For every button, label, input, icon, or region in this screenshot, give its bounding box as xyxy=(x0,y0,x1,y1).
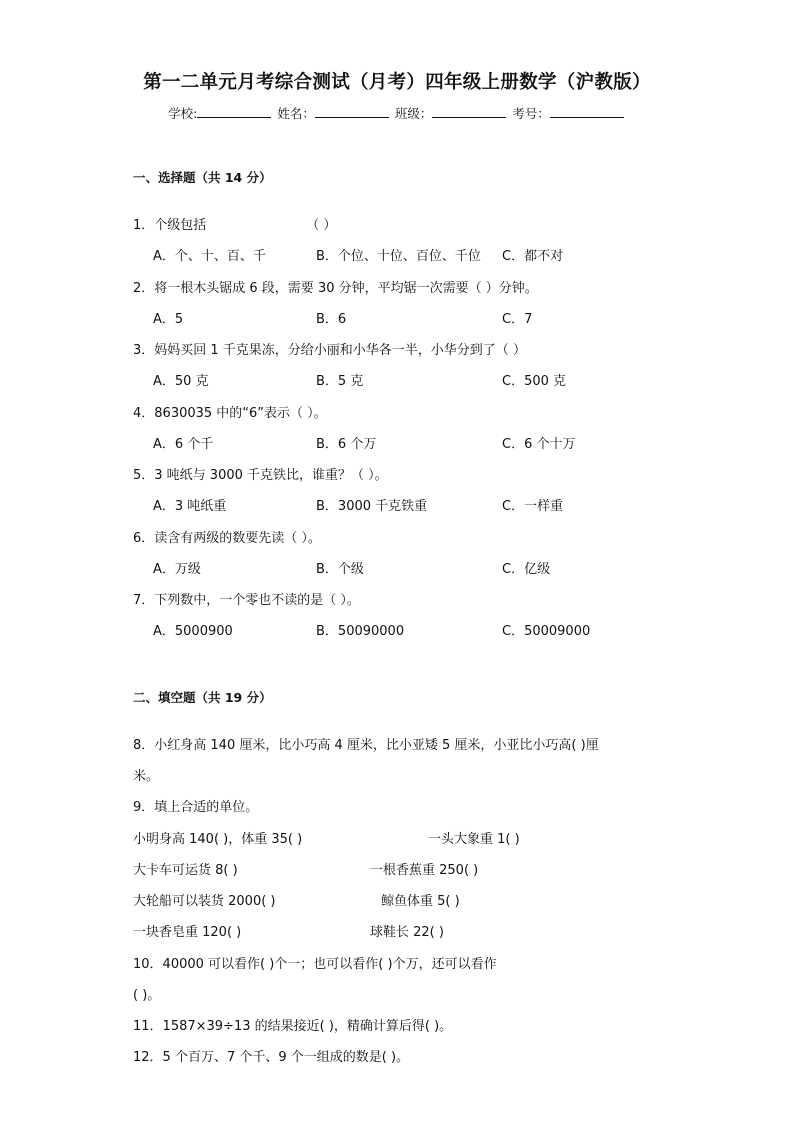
section-choice-heading: 一、选择题（共 14 分） xyxy=(133,170,272,185)
name-blank[interactable] xyxy=(315,105,389,118)
school-label: 学校: xyxy=(168,106,198,121)
question-stem-text: 5．3 吨纸与 3000 千克铁比，谁重？（ ）。 xyxy=(133,468,388,483)
choice-question-7-stem xyxy=(133,589,360,608)
question-stem-text: 2．将一根木头锯成 6 段，需要 30 分钟，平均锯一次需要（ ）分钟。 xyxy=(133,280,538,296)
question-8-line2: 米。 xyxy=(133,769,160,784)
choice-question-4-option-b[interactable]: B．6 个万 xyxy=(316,436,377,452)
choice-question-5-option-b[interactable]: B．3000 千克铁重 xyxy=(316,499,428,514)
question-9-item-ship: 大轮船可以装货 2000( ) xyxy=(133,894,276,909)
question-stem-text: 6．读含有两级的数要先读（ ）。 xyxy=(133,530,321,546)
choice-question-4-stem xyxy=(133,402,327,421)
choice-question-7-option-b[interactable]: B．50090000 xyxy=(316,624,405,639)
choice-question-1-stem xyxy=(133,214,336,233)
name-label: 姓名： xyxy=(277,106,315,121)
number-blank[interactable] xyxy=(550,105,624,118)
question-stem-text: 7．下列数中，一个零也不读的是（ ）。 xyxy=(133,593,360,608)
answer-paren: （ ） xyxy=(306,218,337,233)
choice-question-7-option-c[interactable]: C．50009000 xyxy=(502,624,591,639)
choice-question-7-option-a[interactable]: A．5000900 xyxy=(153,624,233,639)
question-10-line1: 10．40000 可以看作( )个一；也可以看作( )个万，还可以看作 xyxy=(133,957,497,972)
question-9-item-banana: 一根香蕉重 250( ) xyxy=(370,863,479,878)
choice-question-6-option-b[interactable]: B．个级 xyxy=(316,561,364,577)
choice-question-5-stem xyxy=(133,464,388,483)
question-stem-text: 4．8630035 中的“6”表示（ ）。 xyxy=(133,405,327,421)
question-11: 11．1587×39÷13 的结果接近( )，精确计算后得( )。 xyxy=(133,1019,453,1034)
choice-question-3-option-b[interactable]: B．5 克 xyxy=(316,374,364,389)
choice-question-2-option-b[interactable]: B．6 xyxy=(316,311,347,327)
choice-question-5-option-a[interactable]: A．3 吨纸重 xyxy=(153,499,227,514)
choice-question-1-option-a[interactable]: A．个、十、百、千 xyxy=(153,249,266,264)
question-stem-text: 3．妈妈买回 1 千克果冻，分给小丽和小华各一半，小华分到了（ ） xyxy=(133,343,526,358)
choice-question-2-option-a[interactable]: A．5 xyxy=(153,311,184,327)
question-9-stem: 9．填上合适的单位。 xyxy=(133,800,259,815)
choice-question-6-option-c[interactable]: C．亿级 xyxy=(502,561,551,577)
choice-question-6-option-a[interactable]: A．万级 xyxy=(153,561,201,577)
choice-question-1-option-b[interactable]: B．个位、十位、百位、千位 xyxy=(316,249,481,264)
class-label: 班级： xyxy=(394,106,433,121)
choice-question-1-option-c[interactable]: C．都不对 xyxy=(502,249,564,264)
question-9-item-height: 小明身高 140( )，体重 35( ) xyxy=(133,832,303,847)
question-8-line1: 8．小红身高 140 厘米，比小巧高 4 厘米，比小亚矮 5 厘米，小亚比小巧高( )厘 xyxy=(133,738,599,753)
question-12: 12．5 个百万、7 个千、9 个一组成的数是( )。 xyxy=(133,1050,410,1065)
choice-question-3-stem xyxy=(133,339,526,358)
choice-question-5-option-c[interactable]: C．一样重 xyxy=(502,499,564,514)
number-label: 考号： xyxy=(512,106,550,121)
question-9-item-soap: 一块香皂重 120( ) xyxy=(133,925,242,940)
question-9-item-shoe: 球鞋长 22( ) xyxy=(370,925,444,940)
exam-title: 第一二单元月考综合测试（月考）四年级上册数学（沪教版） xyxy=(143,72,651,93)
choice-question-2-option-c[interactable]: C．7 xyxy=(502,311,533,327)
question-stem-text: 1．个级包括 xyxy=(133,218,207,233)
school-blank[interactable] xyxy=(197,105,271,118)
question-9-item-truck: 大卡车可运货 8( ) xyxy=(133,863,238,878)
question-9-item-whale: 鲸鱼体重 5( ) xyxy=(381,894,460,909)
choice-question-2-stem xyxy=(133,277,538,296)
question-10-line2: ( )。 xyxy=(133,988,161,1003)
student-info-row xyxy=(0,104,794,122)
question-9-item-elephant: 一头大象重 1( ) xyxy=(428,832,520,847)
choice-question-6-stem xyxy=(133,527,321,546)
choice-question-4-option-a[interactable]: A．6 个千 xyxy=(153,436,214,452)
choice-question-3-option-c[interactable]: C．500 克 xyxy=(502,374,567,389)
choice-question-3-option-a[interactable]: A．50 克 xyxy=(153,374,209,389)
choice-question-4-option-c[interactable]: C．6 个十万 xyxy=(502,436,576,452)
section-fill-heading: 二、填空题（共 19 分） xyxy=(133,690,272,705)
class-blank[interactable] xyxy=(432,105,506,118)
